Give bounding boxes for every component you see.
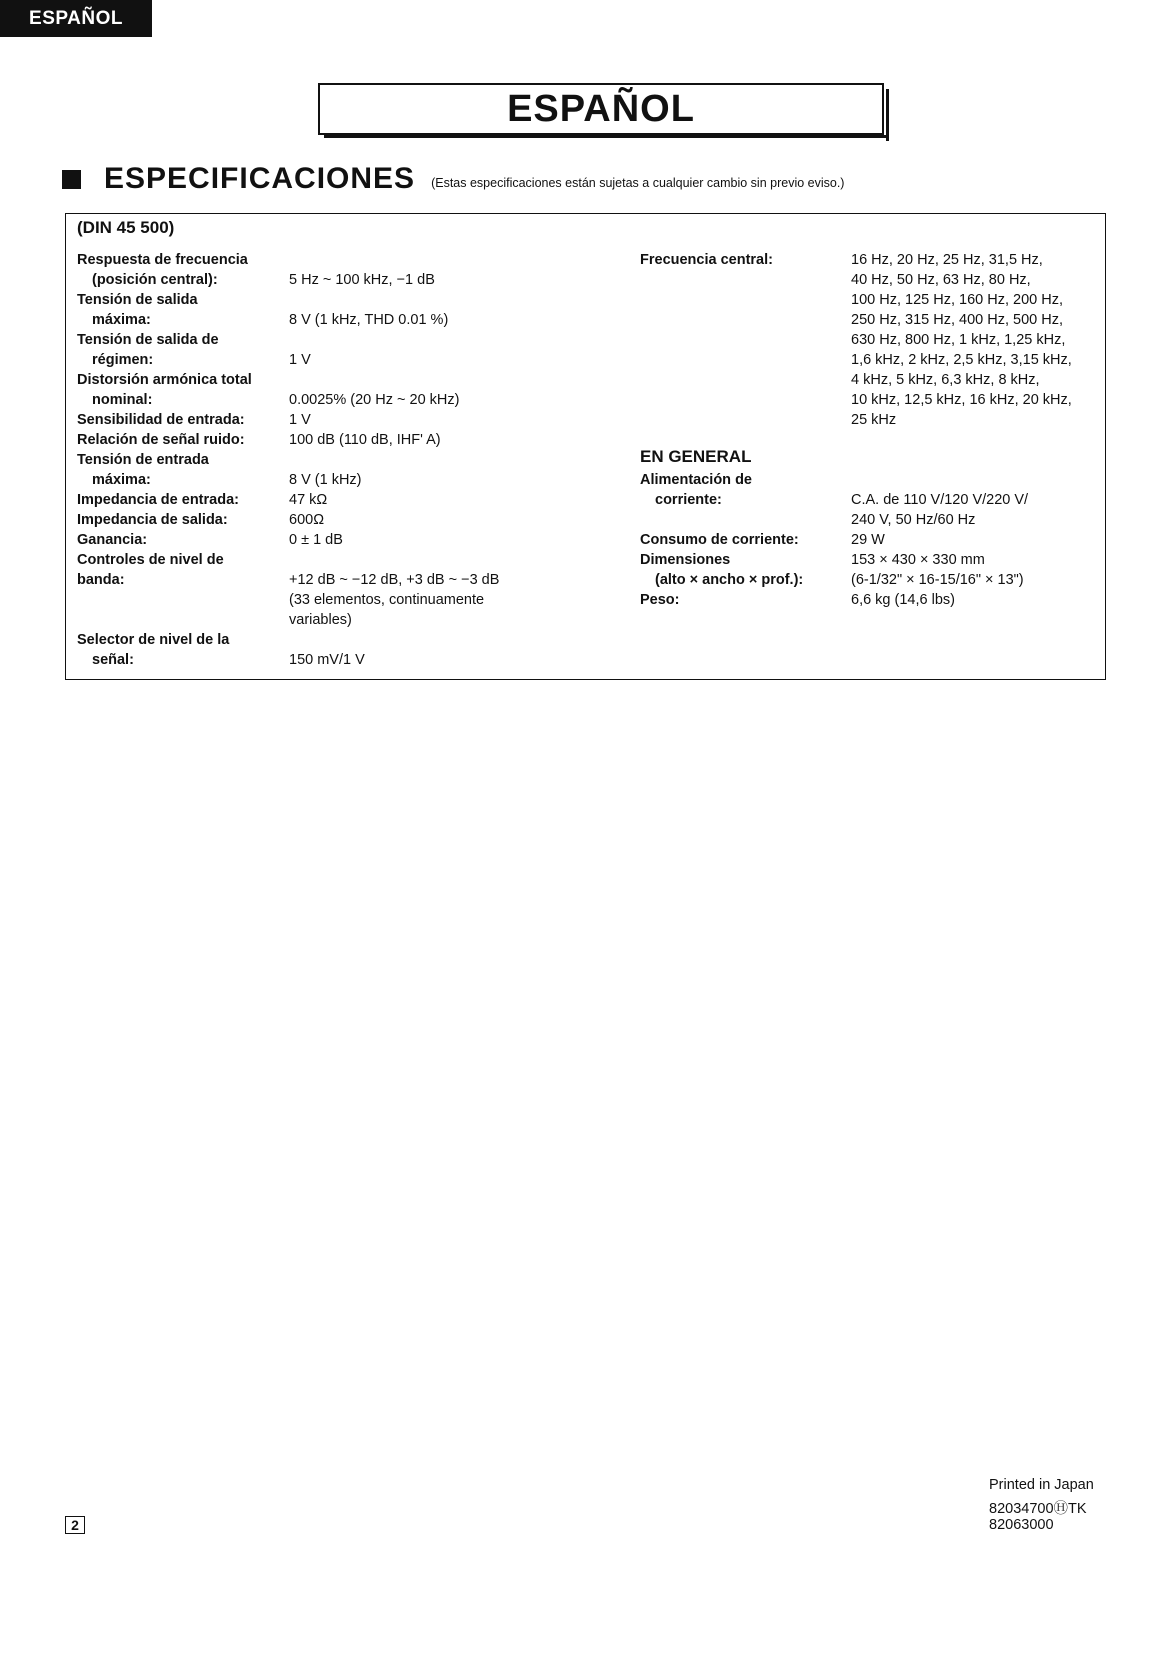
spec-label: régimen: <box>92 352 154 368</box>
freq-line: 250 Hz, 315 Hz, 400 Hz, 500 Hz, <box>851 312 1063 328</box>
spec-label: Relación de señal ruido: <box>77 432 245 448</box>
din-heading: (DIN 45 500) <box>77 218 175 237</box>
spec-label: nominal: <box>92 392 153 408</box>
catalog-code-secondary: 82063000 <box>989 1517 1054 1533</box>
general-label: (alto × ancho × prof.): <box>655 572 804 588</box>
section-title: ESPECIFICACIONES <box>104 162 416 195</box>
title-shadow-bottom <box>324 135 889 138</box>
spec-label: Sensibilidad de entrada: <box>77 412 245 428</box>
catalog-code: 82034700ⒽTK <box>989 1501 1087 1517</box>
freq-line: 40 Hz, 50 Hz, 63 Hz, 80 Hz, <box>851 272 1031 288</box>
spec-label: máxima: <box>92 472 151 488</box>
spec-value: 600Ω <box>289 512 325 528</box>
freq-line: 25 kHz <box>851 412 897 428</box>
general-heading: EN GENERAL <box>640 447 752 466</box>
general-value: 240 V, 50 Hz/60 Hz <box>851 512 976 528</box>
spec-value: 0.0025% (20 Hz ~ 20 kHz) <box>289 392 460 408</box>
spec-value: 8 V (1 kHz, THD 0.01 %) <box>289 312 449 328</box>
square-bullet-icon <box>62 170 81 189</box>
spec-label: Impedancia de salida: <box>77 512 228 528</box>
general-label: Dimensiones <box>640 552 731 568</box>
general-label: Peso: <box>640 592 680 608</box>
spec-label: Tensión de salida de <box>77 332 219 348</box>
spec-value: 8 V (1 kHz) <box>289 472 362 488</box>
freq-line: 1,6 kHz, 2 kHz, 2,5 kHz, 3,15 kHz, <box>851 352 1072 368</box>
spec-value: (33 elementos, continuamente <box>289 592 485 608</box>
specifications-box <box>65 213 1106 680</box>
spec-value: 1 V <box>289 412 311 428</box>
printed-in-japan: Printed in Japan <box>989 1477 1094 1493</box>
spec-label: Impedancia de entrada: <box>77 492 239 508</box>
page-title: ESPAÑOL <box>318 83 884 135</box>
spec-label: señal: <box>92 652 134 668</box>
spec-label: banda: <box>77 572 125 588</box>
spec-value: 5 Hz ~ 100 kHz, −1 dB <box>289 272 435 288</box>
general-value: (6-1/32" × 16-15/16" × 13") <box>851 572 1024 588</box>
title-shadow-right <box>886 89 889 141</box>
general-value: C.A. de 110 V/120 V/220 V/ <box>851 492 1029 508</box>
language-tab: ESPAÑOL <box>0 0 152 37</box>
spec-value: variables) <box>289 612 352 628</box>
spec-label: Tensión de salida <box>77 292 198 308</box>
general-label: Consumo de corriente: <box>640 532 799 548</box>
spec-label: Controles de nivel de <box>77 552 224 568</box>
freq-line: 100 Hz, 125 Hz, 160 Hz, 200 Hz, <box>851 292 1063 308</box>
freq-label: Frecuencia central: <box>640 252 773 268</box>
freq-line: 10 kHz, 12,5 kHz, 16 kHz, 20 kHz, <box>851 392 1072 408</box>
spec-label: (posición central): <box>92 272 218 288</box>
freq-line: 630 Hz, 800 Hz, 1 kHz, 1,25 kHz, <box>851 332 1066 348</box>
section-note: (Estas especificaciones están sujetas a cualquier cambio sin previo eviso.) <box>431 176 845 190</box>
general-value: 29 W <box>851 532 885 548</box>
freq-line: 4 kHz, 5 kHz, 6,3 kHz, 8 kHz, <box>851 372 1040 388</box>
page-number: 2 <box>65 1516 85 1534</box>
spec-label: máxima: <box>92 312 151 328</box>
freq-line: 16 Hz, 20 Hz, 25 Hz, 31,5 Hz, <box>851 252 1043 268</box>
spec-label: Respuesta de frecuencia <box>77 252 248 268</box>
general-value: 6,6 kg (14,6 lbs) <box>851 592 955 608</box>
spec-value: 47 kΩ <box>289 492 328 508</box>
section-header <box>62 162 844 196</box>
spec-value: 0 ± 1 dB <box>289 532 343 548</box>
general-label: corriente: <box>655 492 722 508</box>
spec-label: Selector de nivel de la <box>77 632 230 648</box>
spec-label: Tensión de entrada <box>77 452 209 468</box>
spec-value: 100 dB (110 dB, IHF' A) <box>289 432 441 448</box>
spec-label: Distorsión armónica total <box>77 372 252 388</box>
spec-value: +12 dB ~ −12 dB, +3 dB ~ −3 dB <box>289 572 500 588</box>
spec-value: 1 V <box>289 352 311 368</box>
general-value: 153 × 430 × 330 mm <box>851 552 985 568</box>
spec-value: 150 mV/1 V <box>289 652 365 668</box>
general-label: Alimentación de <box>640 472 752 488</box>
spec-label: Ganancia: <box>77 532 148 548</box>
